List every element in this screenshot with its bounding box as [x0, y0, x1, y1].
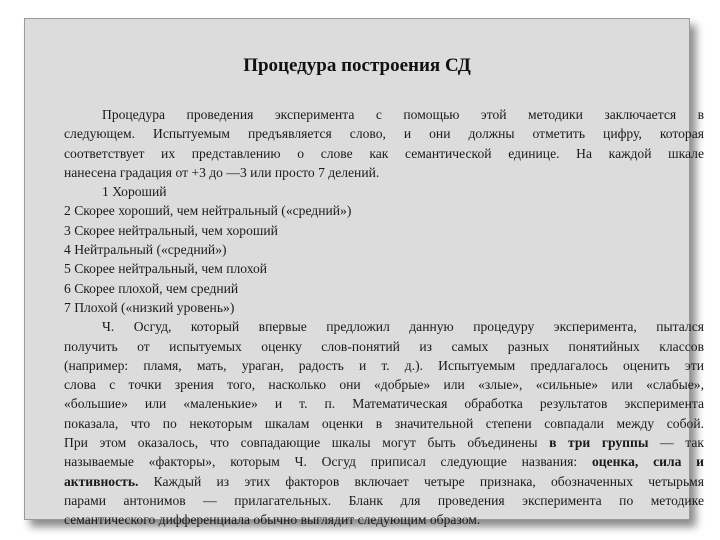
para1-line: следующем. Испытуемым предъявляется слово, и они должны отметить цифру, которая	[64, 126, 704, 142]
para2-line	[64, 452, 704, 471]
text-fragment: называемые «факторы», которым Ч. Осгуд приписал следующие названия:	[64, 454, 592, 470]
content-card	[24, 18, 704, 528]
para1-line: соответствует их представлению о слове как семантической единице. На каждой шкале	[64, 145, 704, 161]
scale-item: 2 Скорее хороший, чем нейтральный («средний»)	[64, 203, 352, 219]
para2-line	[64, 472, 704, 491]
para2-line: «большие» или «маленькие» и т. п. Математическая обработка результатов эксперимента	[64, 396, 704, 412]
bold-term-activity: активность.	[64, 473, 139, 489]
para1-line: нанесена градация от +3 до —3 или просто 7 делений.	[64, 164, 380, 180]
bold-term-three-groups: в три группы	[549, 435, 649, 451]
para2-line: семантического дифференциала обычно выглядит следующим образом.	[64, 512, 481, 528]
body-text	[64, 105, 704, 530]
para2-line: парами антонимов — прилагательных. Бланк для проведения эксперимента по методике	[64, 492, 704, 508]
scale-item: 4 Нейтральный («средний»)	[64, 242, 227, 258]
para1-line: Процедура проведения эксперимента с помощью этой методики заключается в	[102, 107, 704, 122]
scale-item: 3 Скорее нейтральный, чем хороший	[64, 222, 278, 238]
bold-term-factors: оценка, сила и	[591, 454, 704, 470]
text-fragment: При этом оказалось, что совпадающие шкалы могут быть объединены	[64, 435, 550, 451]
scale-item: 5 Скорее нейтральный, чем плохой	[64, 261, 268, 277]
para2-line: получить от испытуемых оценку слов-понятий из самых разных понятийных классов	[64, 338, 704, 354]
para2-line: слова с точки зрения того, насколько они «добрые» или «злые», «сильные» или «слабые»,	[64, 377, 704, 393]
para2-line: показала, что по некоторым шкалам оценки в значительной степени совпадали между собой.	[64, 415, 704, 431]
text-fragment: — так	[648, 435, 704, 451]
scale-item: 1 Хороший	[102, 184, 167, 200]
para2-line: Ч. Осгуд, который впервые предложил данную процедуру эксперимента, пытался	[102, 319, 704, 335]
scale-item: 6 Скорее плохой, чем средний	[64, 280, 239, 296]
para2-line: (например: пламя, мать, ураган, радость и т. д.). Испытуемым предлагалось оценить эти	[64, 357, 704, 373]
text-fragment: Каждый из этих факторов включает четыре признака, обозначенных четырьмя	[138, 473, 704, 489]
page-title: Процедура построения СД	[243, 55, 471, 76]
scale-item: 7 Плохой («низкий уровень»)	[64, 299, 235, 315]
para2-line	[64, 433, 704, 452]
